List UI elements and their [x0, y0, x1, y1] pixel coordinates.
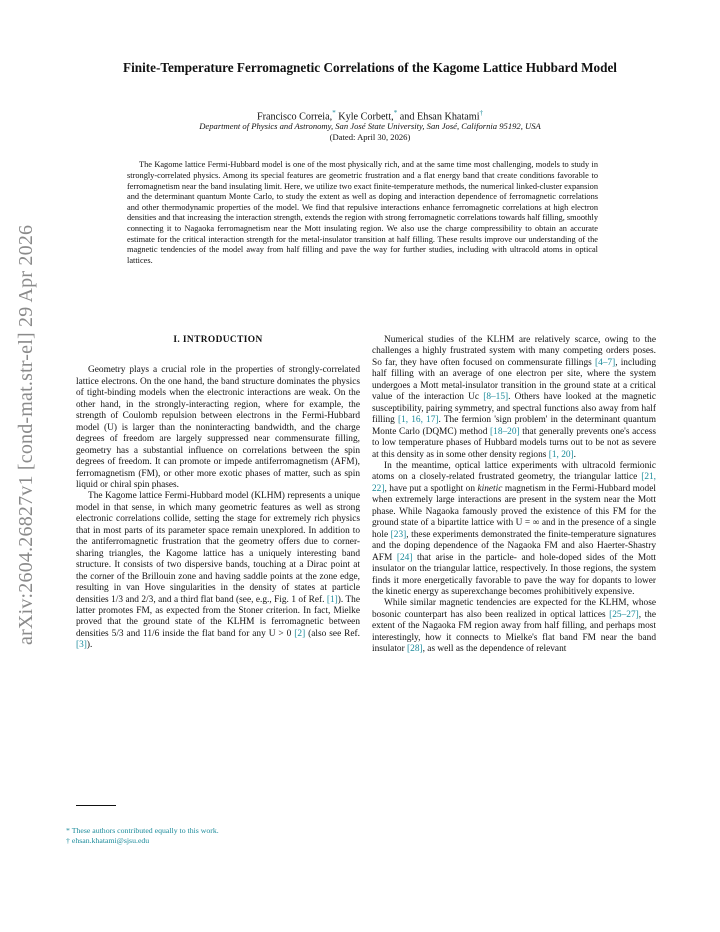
footnote [66, 826, 366, 836]
paragraph [76, 491, 360, 651]
footnote [66, 836, 366, 846]
citation-link[interactable]: [21, 22] [372, 472, 656, 494]
author-name: Kyle Corbett, [338, 111, 394, 123]
text-run: magnetism in the Fermi-Hubbard model when extremely large interactions are present in the system near the Mott phase. While Nagaoka famously proved the existence of this FM for the ground state of a bipartite lattice with U = ∞ and in the presence of a single hole [372, 483, 656, 540]
footnote-rule [76, 805, 116, 806]
citation-link[interactable]: [23] [390, 529, 407, 540]
text-run: , as well as the dependence of relevant [422, 644, 567, 655]
citation-link[interactable]: [2] [294, 628, 306, 639]
text-run: . [573, 449, 576, 460]
paragraph: Geometry plays a crucial role in the properties of strongly-correlated lattice electrons. On the one hand, the band structure dominates the physics of tight-binding models when the electronic interactions are weak. On the other hand, in the strongly-interacting region, where for example, the strength of Coulomb repulsion between electrons in the Fermi-Hubbard model (U) is larger than the noninteracting bandwidth, and the charge degrees of freedom are largely suppressed near commensurate filling, geometry has a substantial influence on correlations between the spin degrees of freedom. It can promote or impede antiferromagnetism (AFM), ferromagnetism (FM), or other more exotic phases of matter, such as spin liquid or chiral spin phases. [76, 365, 360, 490]
citation-link[interactable]: [1] [326, 594, 338, 605]
author-footnote-mark[interactable]: † [479, 109, 484, 117]
text-run: In the meantime, optical lattice experiments with ultracold fermionic atoms on a closely-related frustrated geometry, the triangular lattice [372, 460, 656, 483]
text-run: ). [86, 640, 93, 651]
citation-link[interactable]: [28] [407, 644, 423, 655]
text-run: The Kagome lattice Fermi-Hubbard model (KLHM) represents a unique model in that sense, in which many geometric features as well as strong electronic correlations collide, setting the stage for extremely rich physics that in most parts of its parameter space remain unexplored. In addition to the antiferromagnetic frustration that the geometry offers due to corner-sharing triangles, the Kagome lattice has a uniquely interesting band structure. It consists of two dispersive bands, touching at a Dirac point at the corner of the Brillouin zone and having saddle points at the zone edge, resulting in van Hove singularities in the density of states at particle densities 1/3 and 2/3, and a third flat band (see, e.g., Fig. 1 of Ref. [76, 491, 360, 605]
left-column [76, 335, 360, 652]
text-run: Numerical studies of the KLHM are relatively scarce, owing to the challenges a highly frustrated system with many competing orders poses. So far, they have often focused on commensurate fillings [372, 335, 656, 368]
text-run: that generally prevents one's access to low temperature phases of Hubbard models turns out to be not as severe at this density as in some other density regions [372, 426, 656, 460]
footnote-mark: † [66, 836, 70, 845]
author-name: Francisco Correia, [256, 111, 333, 123]
arxiv-stamp: arXiv:2604.26827v1 [cond-mat.str-el] 29 Apr 2026 [15, 224, 37, 645]
citation-link[interactable]: [18–20] [490, 426, 520, 437]
paragraph [372, 461, 656, 598]
author-footnote-mark[interactable]: * [393, 109, 398, 117]
text-run: . Others have looked at the magnetic susceptibility, pairing symmetry, and spectral functions also away from half filling [372, 392, 656, 426]
footnote-mark: * [66, 826, 70, 835]
section-heading: I. INTRODUCTION [173, 335, 263, 345]
abstract: The Kagome lattice Fermi-Hubbard model is one of the most physically rich, and at the same time most challenging, models to study in strongly-correlated physics. Among its special features are geometric frustration and a flat energy band that create conditions favorable to ferromagnetism near the band insulating limit. Here, we utilize two exact finite-temperature methods, the numerical linked-cluster expansion and the determinant quantum Monte Carlo, to study the extent as well as doping and interaction dependence of ferromagnetic correlations and other thermodynamic properties of the model. We find that repulsive interactions enhance ferromagnetic correlations at high electron densities and that increasing the interaction strength, extends the region with strong ferromagnetic correlations towards half filling, smoothly connecting it to Nagaoka ferromagnetism near the Mott insulating region. We also use the charge compressibility to obtain an accurate estimate for the critical interaction strength for the metal-insulator transition at half filling. These results improve our understanding of the magnetic tendencies of the model away from half filling and pave the way for further studies, including with ultracold atoms in optical lattices. [127, 160, 598, 265]
author-footnote-mark[interactable]: * [332, 109, 336, 117]
text-run: ). The latter promotes FM, as expected from the Stoner criterion. In fact, Mielke proved that the ground state of the KLHM is ferromagnetic between densities 5/3 and 11/6 inside the flat band for any U > 0 [76, 594, 360, 639]
citation-link[interactable]: [1, 16, 17] [397, 415, 439, 426]
emphasis: kinetic [477, 483, 503, 494]
text-run: . The fermion 'sign problem' in the determinant quantum Monte Carlo (DQMC) method [372, 415, 656, 437]
author-name: and Ehsan Khatami [399, 111, 480, 123]
paragraph [372, 335, 656, 461]
citation-link[interactable]: [3] [76, 640, 87, 651]
citation-link[interactable]: [25–27] [609, 609, 639, 620]
text-run: , the extent of the Nagaoka FM region away from half filling, and perhaps most interestingly, how it connects to Mielke's flat band FM near the band insulator [372, 609, 657, 655]
text-run: , these experiments demonstrated the finite-temperature signatures and the doping dependence of the Nagaoka FM and also Haerter-Shastry AFM [372, 529, 656, 563]
text-run: that arise in the particle- and hole-doped sides of the Mott insulator on the triangular lattice, respectively. In those regions, the system finds it more energetically favorable to pave the way for dopants to lower the kinetic energy as superexchange becomes prohibitively expensive. [372, 552, 657, 597]
citation-link[interactable]: [1, 20] [548, 449, 574, 460]
email-link[interactable]: ehsan.khatami@sjsu.edu [71, 836, 150, 845]
citation-link[interactable]: [24] [396, 552, 413, 563]
footnote-text: These authors contributed equally to this work. [71, 826, 219, 835]
citation-link[interactable]: [8–15] [483, 392, 509, 403]
affiliation: Department of Physics and Astronomy, San José State University, San José, California 95192, USA [199, 121, 541, 131]
text-run: , including half filling with an average of one electron per site, where the system undergoes a Mott metal-insulator transition in the ground state at a critical value of the interaction Uc [372, 357, 656, 403]
text-run: , have put a spotlight on [384, 483, 478, 494]
text-run: (also see Ref. [305, 628, 361, 639]
paragraph [372, 598, 656, 655]
text-run: While similar magnetic tendencies are expected for the KLHM, whose bosonic counterpart has also been realized in optical lattices [372, 598, 656, 620]
citation-link[interactable]: [4–7] [594, 357, 616, 368]
paper-title: Finite-Temperature Ferromagnetic Correlations of the Kagome Lattice Hubbard Model [123, 60, 617, 75]
footnotes [66, 826, 366, 846]
dated-line: (Dated: April 30, 2026) [329, 132, 411, 142]
right-column [372, 335, 656, 656]
